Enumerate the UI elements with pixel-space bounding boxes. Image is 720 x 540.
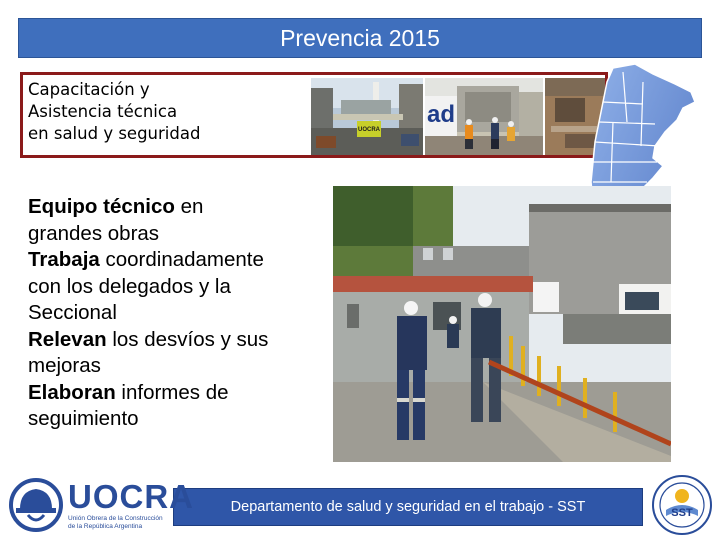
- body-line: [28, 221, 318, 248]
- body-line: [28, 274, 318, 301]
- body-text: [28, 194, 318, 433]
- body-line-bold: Trabaja: [28, 248, 100, 271]
- body-line: [28, 247, 318, 274]
- body-line-bold: Relevan: [28, 327, 107, 351]
- sst-seal-logo-icon: [650, 474, 714, 536]
- sst-text: SST: [671, 507, 693, 519]
- sst-seal-logo: [650, 474, 714, 536]
- body-line-text: en: [174, 195, 204, 218]
- body-line-bold: Elaboran: [28, 380, 116, 404]
- body-line-text: informes de: [115, 380, 229, 404]
- uocra-subtitle: [68, 515, 178, 530]
- uocra-helmet-logo-icon: [8, 477, 64, 533]
- subtitle-line-3: en salud y seguridad: [28, 124, 201, 143]
- uocra-logo: [8, 475, 194, 535]
- subtitle-line-2: Asistencia técnica: [28, 102, 178, 121]
- uocra-sub-line-1: Unión Obrera de la Construcción: [68, 515, 163, 522]
- body-line-text: mejoras: [28, 354, 101, 377]
- sign-text: UOCRA: [358, 127, 380, 133]
- slide-title: Prevencia 2015: [18, 18, 702, 58]
- body-line-text: Seccional: [28, 301, 117, 324]
- uocra-sub-line-2: de la República Argentina: [68, 522, 143, 530]
- uocra-wordmark: UOCRA: [68, 478, 194, 515]
- body-line-text: grandes obras: [28, 221, 160, 245]
- body-line-bold: Equipo técnico: [28, 195, 175, 218]
- body-line: [28, 194, 318, 221]
- body-line-text: seguimiento: [28, 407, 139, 430]
- subtitle-line-1: Capacitación y: [28, 80, 150, 99]
- footer-bar: Departamento de salud y seguridad en el trabajo - SST: [173, 488, 643, 526]
- body-line: [28, 327, 318, 354]
- body-line: [28, 406, 318, 433]
- workers-photo: [425, 78, 543, 155]
- body-line: [28, 380, 318, 407]
- body-line: [28, 353, 318, 380]
- body-line-text: coordinadamente: [99, 248, 264, 271]
- body-line: [28, 300, 318, 327]
- street-photo: [311, 78, 423, 155]
- construction-site-photo: [333, 186, 671, 462]
- store-fragment-text: ad: [427, 101, 456, 128]
- subtitle-text: [28, 79, 308, 145]
- body-line-text: con los delegados y la: [28, 274, 231, 298]
- body-line-text: los desvíos y sus: [106, 327, 269, 351]
